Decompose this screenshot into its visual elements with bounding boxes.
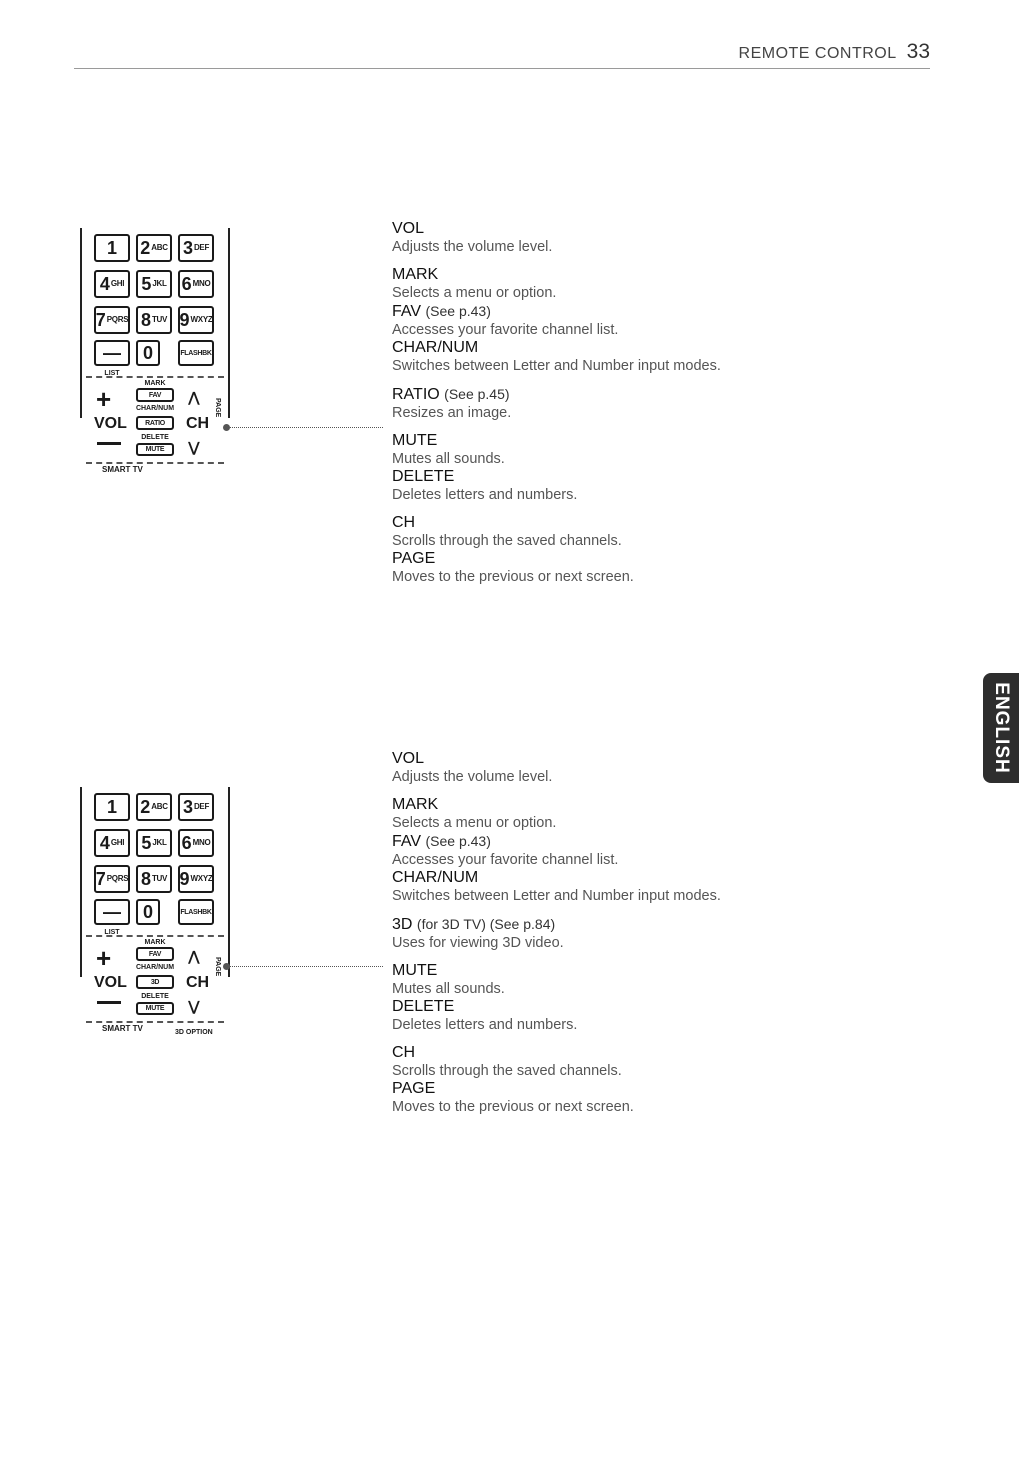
delete-label: DELETE [141,993,169,1000]
dashed-divider-bottom [86,1021,224,1023]
term-charnum: CHAR/NUM [392,339,479,356]
key-7: 7 PQRS [94,865,130,893]
chevron-up-icon: ⋀ [188,948,200,964]
button-descriptions-top [392,220,812,596]
page-label: PAGE [214,957,221,977]
key-2: 2 ABC [136,793,172,821]
key-flashbk: FLASHBK [178,340,214,366]
key-5: 5 JKL [136,829,172,857]
def-delete: Deletes letters and numbers. [392,1017,578,1033]
key-1: 1 [94,793,130,821]
entry-3d [392,915,812,952]
term-ch: CH [392,1044,416,1061]
remote-illustration-bottom [80,787,230,1036]
key-7: 7 PQRS [94,306,130,334]
minus-icon [97,1001,121,1004]
plus-icon: + [96,943,112,973]
charnum-label: CHAR/NUM [135,964,175,971]
def-ch: Scrolls through the saved channels. [392,533,622,549]
key-mute: MUTE [136,443,174,456]
term-mark: MARK [392,266,439,283]
entry-mark-group [392,266,812,375]
key-8: 8 TUV [136,865,172,893]
key-6: 6 MNO [178,270,214,298]
key-6: 6 MNO [178,829,214,857]
page-number: 33 [906,40,930,63]
vol-label: VOL [94,974,127,991]
def-fav: Accesses your favorite channel list. [392,322,619,338]
chevron-down-icon: ⋁ [188,439,200,455]
key-ratio: RATIO [136,416,174,430]
ch-label: CH [186,415,210,432]
key-4: 4 GHI [94,829,130,857]
def-mute: Mutes all sounds. [392,981,505,997]
term-page: PAGE [392,1080,436,1097]
ch-label: CH [186,974,210,991]
def-delete: Deletes letters and numbers. [392,487,578,503]
callout-dot [223,424,230,431]
key-9: 9 WXYZ [178,865,214,893]
term-fav: FAV (See p.43) [392,303,491,320]
charnum-label: CHAR/NUM [135,405,175,412]
section-title: REMOTE CONTROL [738,45,897,62]
remote-edge-right [228,228,230,418]
plus-icon: + [96,384,112,414]
entry-ratio [392,385,812,422]
def-vol: Adjusts the volume level. [392,239,553,255]
key-3d: 3D [136,975,174,989]
language-label: ENGLISH [991,682,1012,774]
key-8: 8 TUV [136,306,172,334]
key-fav: FAV [136,388,174,402]
term-vol: VOL [392,750,425,767]
def-3d: Uses for viewing 3D video. [392,935,564,951]
key-1: 1 [94,234,130,262]
def-fav: Accesses your favorite channel list. [392,852,619,868]
callout-leader-top [230,427,383,428]
term-mute: MUTE [392,962,438,979]
term-3d: 3D (for 3D TV) (See p.84) [392,916,556,933]
list-label: LIST [104,929,120,936]
key-fav: FAV [136,947,174,961]
key-5: 5 JKL [136,270,172,298]
key-3: 3 DEF [178,234,214,262]
entry-ch-group [392,1044,812,1116]
entry-ch-group [392,514,812,586]
callout-leader-bottom [230,966,383,967]
key-mute: MUTE [136,1002,174,1015]
entry-vol [392,750,812,786]
key-9: 9 WXYZ [178,306,214,334]
minus-icon [97,442,121,445]
language-tab [983,673,1019,783]
mark-label: MARK [144,939,166,946]
def-ratio: Resizes an image. [392,405,512,421]
remote-edge-left [80,228,82,418]
dashed-divider [86,935,224,937]
term-fav: FAV (See p.43) [392,833,491,850]
term-mute: MUTE [392,432,438,449]
term-mark: MARK [392,796,439,813]
def-mute: Mutes all sounds. [392,451,505,467]
term-page: PAGE [392,550,436,567]
entry-vol [392,220,812,256]
entry-mute-group [392,432,812,504]
term-delete: DELETE [392,998,455,1015]
remote-illustration-top [80,228,230,474]
entry-mute-group [392,962,812,1034]
remote-edge-right [228,787,230,977]
def-page: Moves to the previous or next screen. [392,569,634,585]
term-charnum: CHAR/NUM [392,869,479,886]
def-charnum: Switches between Letter and Number input modes. [392,888,721,904]
key-0: 0 [136,899,160,925]
delete-label: DELETE [141,434,169,441]
key-list: — [94,899,130,925]
mark-label: MARK [144,380,166,387]
page-label: PAGE [214,398,221,418]
key-0: 0 [136,340,160,366]
term-delete: DELETE [392,468,455,485]
def-charnum: Switches between Letter and Number input modes. [392,358,721,374]
key-3: 3 DEF [178,793,214,821]
dashed-divider [86,376,224,378]
page-header [74,40,930,69]
chevron-down-icon: ⋁ [188,998,200,1014]
remote-edge-left [80,787,82,977]
callout-dot [223,963,230,970]
def-vol: Adjusts the volume level. [392,769,553,785]
term-ch: CH [392,514,416,531]
smart-tv-label: SMART TV [102,465,143,474]
3d-option-label: 3D OPTION [175,1029,213,1036]
dashed-divider-bottom [86,462,224,464]
button-descriptions-bottom [392,750,812,1126]
def-mark: Selects a menu or option. [392,815,557,831]
key-flashbk: FLASHBK [178,899,214,925]
list-label: LIST [104,370,120,377]
def-ch: Scrolls through the saved channels. [392,1063,622,1079]
key-list: — [94,340,130,366]
vol-label: VOL [94,415,127,432]
term-ratio: RATIO (See p.45) [392,386,510,403]
term-vol: VOL [392,220,425,237]
entry-mark-group [392,796,812,905]
def-mark: Selects a menu or option. [392,285,557,301]
key-4: 4 GHI [94,270,130,298]
smart-tv-label: SMART TV [102,1024,143,1033]
key-2: 2 ABC [136,234,172,262]
def-page: Moves to the previous or next screen. [392,1099,634,1115]
chevron-up-icon: ⋀ [188,389,200,405]
